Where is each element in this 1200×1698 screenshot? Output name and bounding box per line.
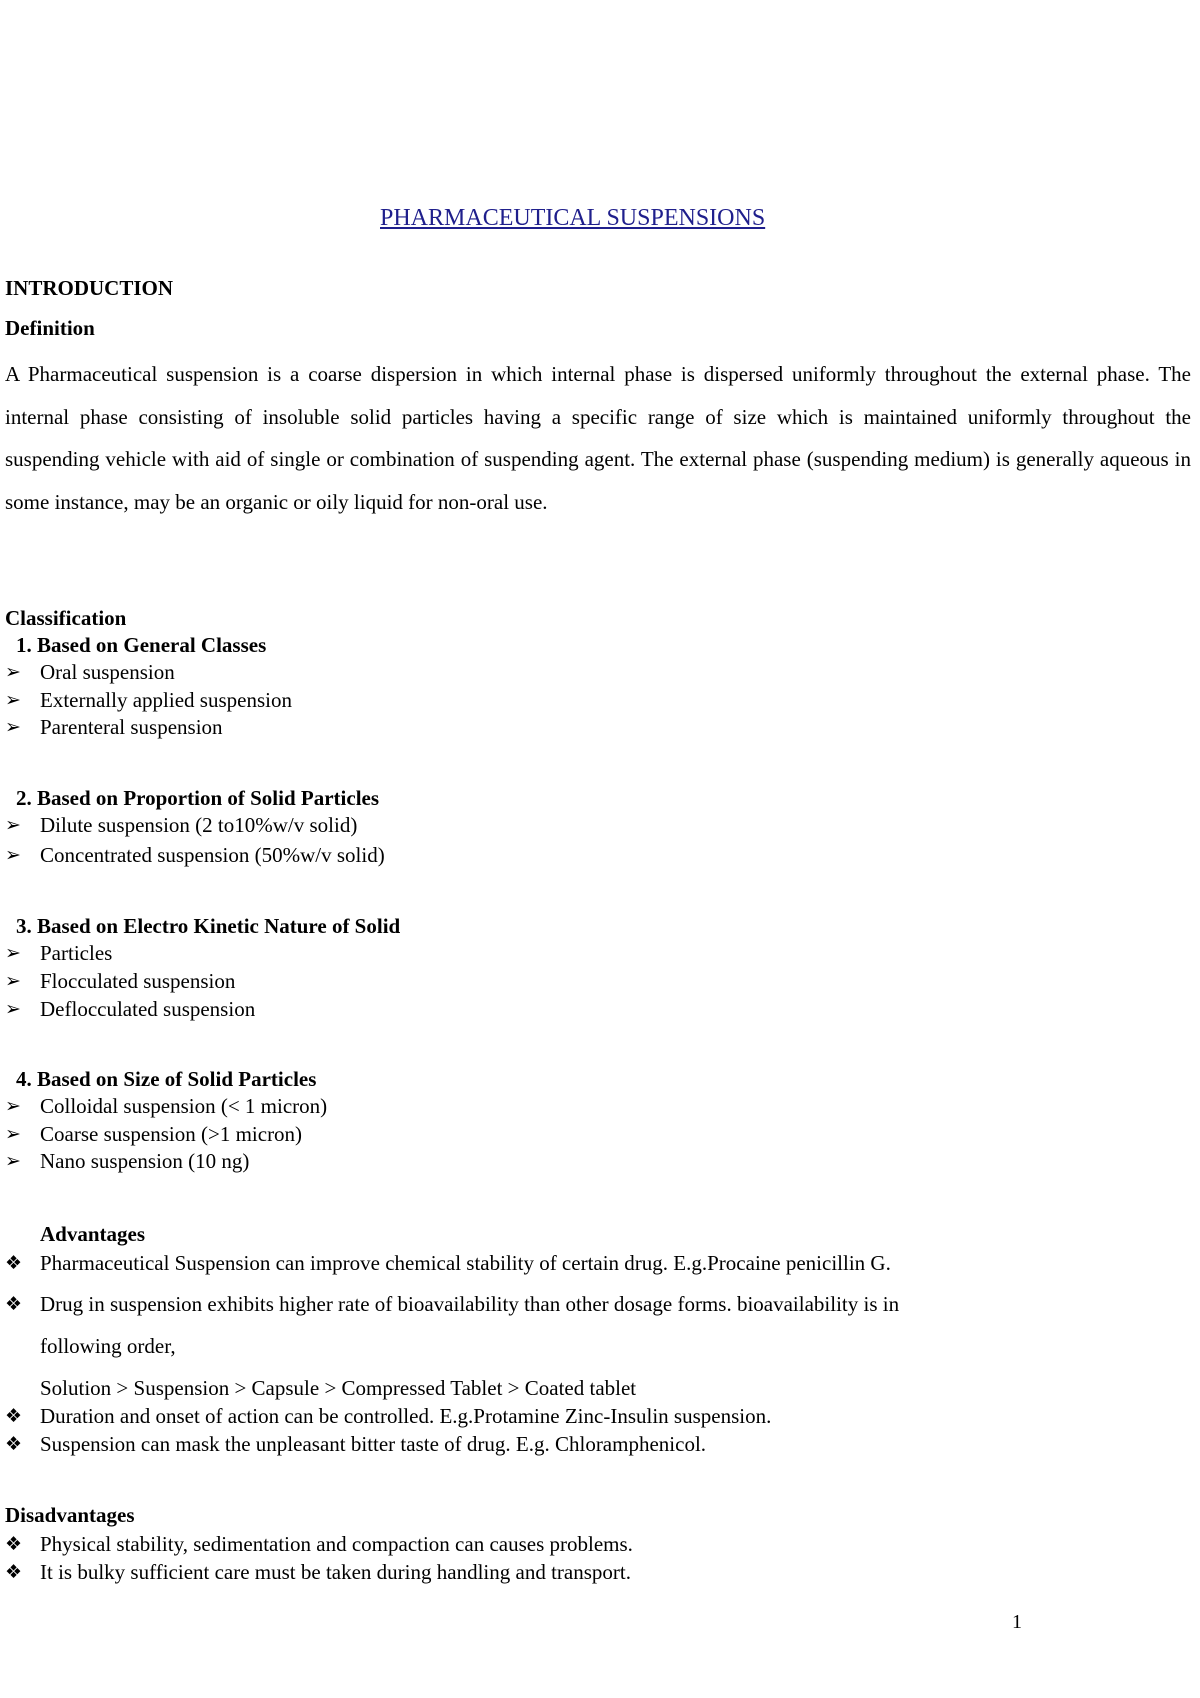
arrowhead-bullet-icon: ➢ [5, 661, 21, 683]
arrowhead-bullet-icon: ➢ [5, 1123, 21, 1145]
list-item: Coarse suspension (>1 micron) [40, 1122, 303, 1146]
page-number: 1 [1012, 1611, 1022, 1633]
list-item: Duration and onset of action can be controlled. E.g.Protamine Zinc-Insulin suspension. [40, 1404, 772, 1428]
list-item: Oral suspension [40, 660, 175, 684]
list-item: Physical stability, sedimentation and compaction can causes problems. [40, 1532, 633, 1556]
list-item-continuation: following order, [40, 1334, 176, 1358]
classification-group-heading: 2. Based on Proportion of Solid Particles [16, 786, 380, 810]
four-diamond-bullet-icon: ❖ [5, 1252, 23, 1274]
list-item: Concentrated suspension (50%w/v solid) [40, 843, 385, 867]
list-item: It is bulky sufficient care must be taken during handling and transport. [40, 1560, 631, 1584]
bioavailability-order: Solution > Suspension > Capsule > Compressed Tablet > Coated tablet [40, 1376, 637, 1400]
disadvantages-heading: Disadvantages [5, 1503, 135, 1527]
list-item: Dilute suspension (2 to10%w/v solid) [40, 813, 358, 837]
classification-group-heading: 3. Based on Electro Kinetic Nature of Solid [16, 914, 401, 938]
list-item: Deflocculated suspension [40, 997, 256, 1021]
list-item: Drug in suspension exhibits higher rate of bioavailability than other dosage forms. bioavailability is in [40, 1292, 900, 1316]
four-diamond-bullet-icon: ❖ [5, 1293, 23, 1315]
list-item: Externally applied suspension [40, 688, 292, 712]
arrowhead-bullet-icon: ➢ [5, 942, 21, 964]
four-diamond-bullet-icon: ❖ [5, 1405, 23, 1427]
list-item: Particles [40, 941, 113, 965]
introduction-heading: INTRODUCTION [5, 276, 174, 300]
arrowhead-bullet-icon: ➢ [5, 1095, 21, 1117]
arrowhead-bullet-icon: ➢ [5, 814, 21, 836]
arrowhead-bullet-icon: ➢ [5, 716, 21, 738]
definition-paragraph: A Pharmaceutical suspension is a coarse dispersion in which internal phase is dispersed uniformly throughout the external phase. The internal phase consisting of insoluble solid particles having a specific range of size which is maintained uniformly throughout the suspending vehicle with aid of single or combination of suspending agent. The external phase (suspending medium) is generally aqueous in some instance, may be an organic or oily liquid for non-oral use. [5, 362, 1191, 514]
list-item: Flocculated suspension [40, 969, 236, 993]
four-diamond-bullet-icon: ❖ [5, 1533, 23, 1555]
document-title: PHARMACEUTICAL SUSPENSIONS [380, 205, 766, 231]
four-diamond-bullet-icon: ❖ [5, 1433, 23, 1455]
list-item: Pharmaceutical Suspension can improve chemical stability of certain drug. E.g.Procaine penicillin G. [40, 1251, 891, 1275]
arrowhead-bullet-icon: ➢ [5, 970, 21, 992]
classification-heading: Classification [5, 606, 127, 630]
definition-heading: Definition [5, 316, 95, 340]
arrowhead-bullet-icon: ➢ [5, 844, 21, 866]
list-item: Parenteral suspension [40, 715, 223, 739]
arrowhead-bullet-icon: ➢ [5, 689, 21, 711]
four-diamond-bullet-icon: ❖ [5, 1561, 23, 1583]
list-item: Colloidal suspension (< 1 micron) [40, 1094, 328, 1118]
arrowhead-bullet-icon: ➢ [5, 1150, 21, 1172]
classification-group-heading: 1. Based on General Classes [16, 633, 267, 657]
list-item: Suspension can mask the unpleasant bitter taste of drug. E.g. Chloramphenicol. [40, 1432, 707, 1456]
arrowhead-bullet-icon: ➢ [5, 998, 21, 1020]
classification-group-heading: 4. Based on Size of Solid Particles [16, 1067, 317, 1091]
advantages-heading: Advantages [40, 1222, 146, 1246]
list-item: Nano suspension (10 ng) [40, 1149, 250, 1173]
